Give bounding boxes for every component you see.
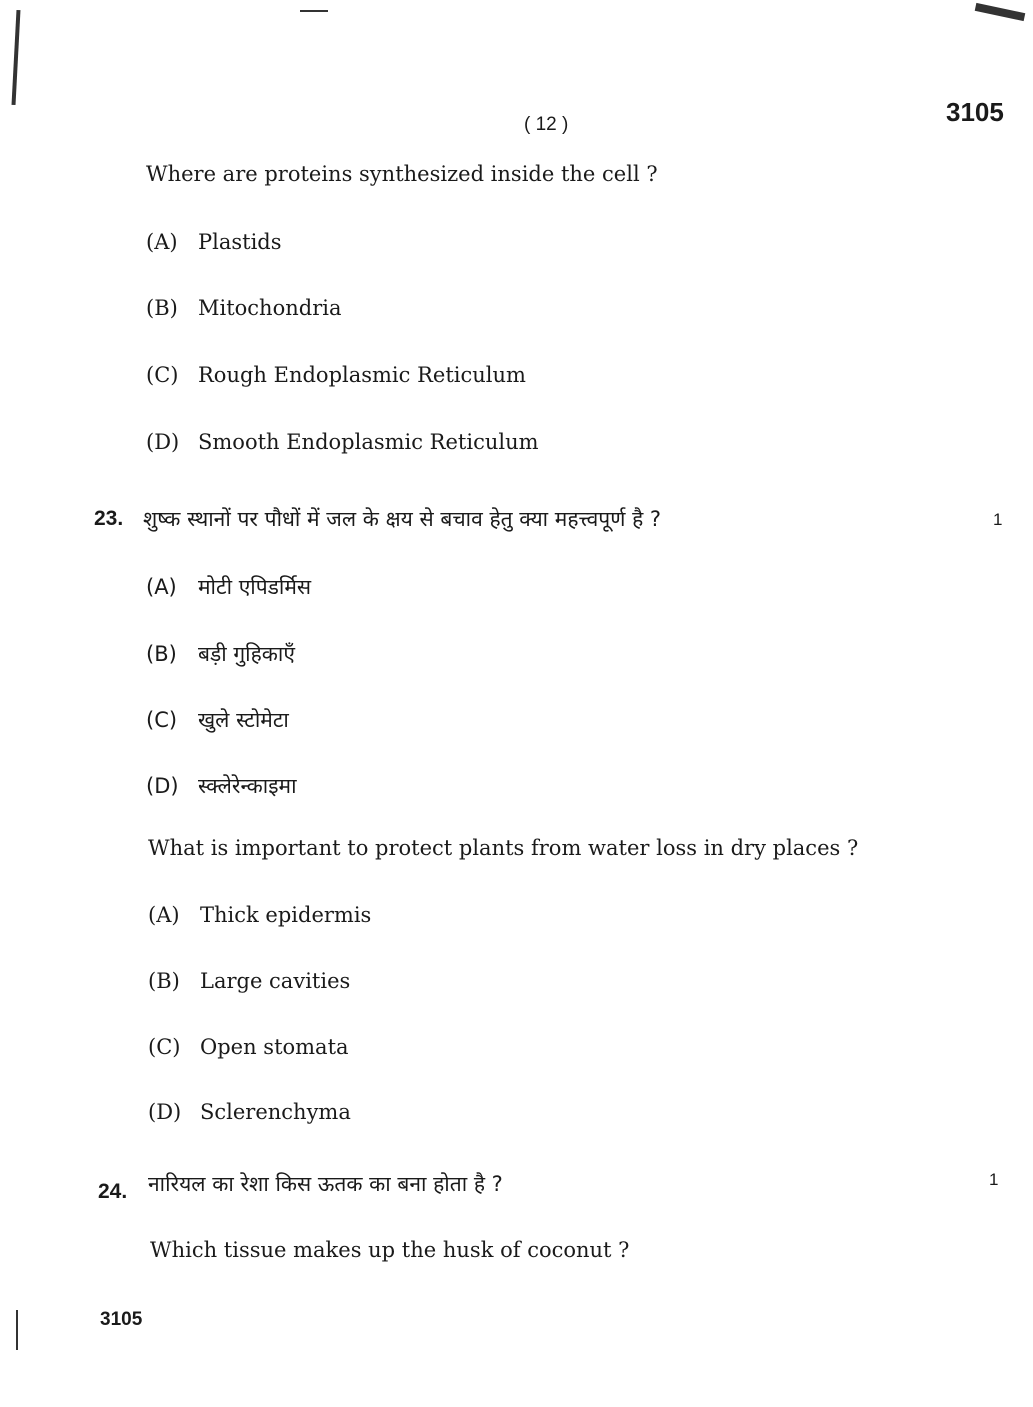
paper-code-bottom: 3105 [100, 1309, 143, 1330]
q23-hindi-option-d: (D) स्क्लेरेन्काइमा [146, 774, 297, 798]
q22-option-a: (A) Plastids [146, 230, 282, 254]
scan-top-line [300, 10, 328, 12]
q23-hindi-option-a: (A) मोटी एपिडर्मिस [146, 575, 312, 599]
q24-english-question: Which tissue makes up the husk of coconut ? [150, 1238, 630, 1262]
scan-edge-mark [16, 1310, 18, 1350]
q24-marks: 1 [989, 1170, 999, 1189]
q23-hindi-question: शुष्क स्थानों पर पौधों में जल के क्षय से बचाव हेतु क्या महत्त्वपूर्ण है ? [143, 507, 662, 531]
paper-code-top: 3105 [946, 97, 1004, 127]
q23-number: 23. [94, 507, 124, 530]
q24-hindi-question: नारियल का रेशा किस ऊतक का बना होता है ? [148, 1172, 503, 1196]
q22-option-d: (D) Smooth Endoplasmic Reticulum [146, 430, 539, 454]
q23-option-d: (D) Sclerenchyma [148, 1100, 351, 1124]
q23-option-b: (B) Large cavities [148, 969, 351, 993]
q23-option-c: (C) Open stomata [148, 1035, 349, 1059]
q22-english-question: Where are proteins synthesized inside the cell ? [146, 162, 658, 186]
q23-hindi-option-b: (B) बड़ी गुहिकाएँ [146, 642, 295, 666]
q23-option-a: (A) Thick epidermis [148, 903, 372, 927]
scan-corner-mark [975, 3, 1026, 21]
page-number: ( 12 ) [524, 114, 569, 135]
q23-hindi-option-c: (C) खुले स्टोमेटा [146, 708, 289, 732]
q22-option-b: (B) Mitochondria [146, 296, 342, 320]
scan-edge-mark [12, 10, 21, 105]
q23-marks: 1 [993, 510, 1003, 529]
q24-number: 24. [98, 1180, 128, 1203]
q23-english-question: What is important to protect plants from water loss in dry places ? [148, 836, 859, 860]
q22-option-c: (C) Rough Endoplasmic Reticulum [146, 363, 526, 387]
